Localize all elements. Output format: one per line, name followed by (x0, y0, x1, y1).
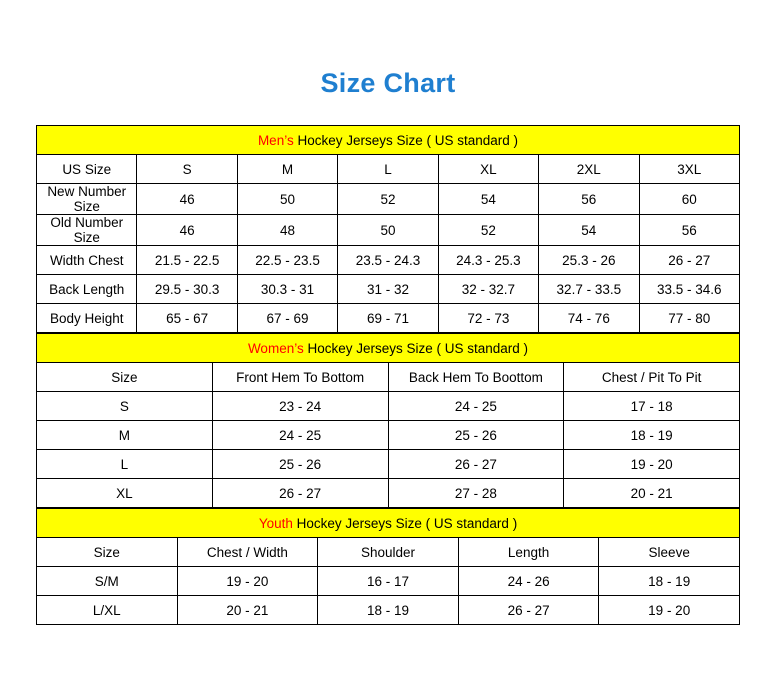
table-cell: 32 - 32.7 (438, 275, 538, 304)
column-header: Front Hem To Bottom (212, 363, 388, 392)
table-cell: 19 - 20 (564, 450, 740, 479)
womens-size-table (36, 333, 740, 508)
column-header: L (338, 155, 438, 184)
table-cell: 50 (338, 215, 438, 246)
mens-section-accent: Men’s (257, 132, 294, 148)
table-cell: 18 - 19 (564, 421, 740, 450)
table-cell: 72 - 73 (438, 304, 538, 333)
column-header: Chest / Width (177, 538, 318, 567)
table-cell: 24 - 25 (212, 421, 388, 450)
table-row (37, 184, 740, 215)
row-label: Back Length (37, 275, 137, 304)
table-cell: 65 - 67 (137, 304, 237, 333)
row-label: S (37, 392, 213, 421)
column-header: Size (37, 538, 178, 567)
table-cell: 26 - 27 (458, 596, 599, 625)
table-row (37, 304, 740, 333)
column-header: Sleeve (599, 538, 740, 567)
table-cell: 31 - 32 (338, 275, 438, 304)
row-label: Body Height (37, 304, 137, 333)
table-header-row (37, 538, 740, 567)
table-cell: 32.7 - 33.5 (539, 275, 639, 304)
youth-section-accent: Youth (258, 515, 293, 531)
column-header: M (237, 155, 337, 184)
mens-size-table (36, 125, 740, 333)
section-band-row (37, 334, 740, 363)
table-header-row (37, 363, 740, 392)
section-band-row (37, 126, 740, 155)
row-label: XL (37, 479, 213, 508)
womens-section-title (37, 334, 740, 363)
table-cell: 46 (137, 184, 237, 215)
row-label: Old Number Size (37, 215, 137, 246)
table-cell: 24 - 25 (388, 392, 564, 421)
table-row (37, 275, 740, 304)
youth-size-table (36, 508, 740, 625)
table-row (37, 421, 740, 450)
column-header: Size (37, 363, 213, 392)
table-cell: 24 - 26 (458, 567, 599, 596)
size-tables-container (36, 99, 740, 625)
table-cell: 48 (237, 215, 337, 246)
row-label: M (37, 421, 213, 450)
column-header: 2XL (539, 155, 639, 184)
table-cell: 21.5 - 22.5 (137, 246, 237, 275)
table-cell: 54 (539, 215, 639, 246)
column-header: 3XL (639, 155, 739, 184)
table-cell: 26 - 27 (388, 450, 564, 479)
table-cell: 33.5 - 34.6 (639, 275, 739, 304)
table-cell: 26 - 27 (212, 479, 388, 508)
table-cell: 24.3 - 25.3 (438, 246, 538, 275)
table-row (37, 450, 740, 479)
table-cell: 18 - 19 (318, 596, 459, 625)
mens-section-title (37, 126, 740, 155)
youth-section-title (37, 509, 740, 538)
table-cell: 25.3 - 26 (539, 246, 639, 275)
table-cell: 69 - 71 (338, 304, 438, 333)
table-cell: 25 - 26 (212, 450, 388, 479)
table-cell: 27 - 28 (388, 479, 564, 508)
table-cell: 29.5 - 30.3 (137, 275, 237, 304)
table-cell: 77 - 80 (639, 304, 739, 333)
table-cell: 22.5 - 23.5 (237, 246, 337, 275)
column-header: XL (438, 155, 538, 184)
row-label: L (37, 450, 213, 479)
mens-section-rest: Hockey Jerseys Size ( US standard ) (293, 132, 519, 148)
table-cell: 54 (438, 184, 538, 215)
table-row (37, 567, 740, 596)
column-header: Shoulder (318, 538, 459, 567)
table-cell: 23.5 - 24.3 (338, 246, 438, 275)
table-cell: 60 (639, 184, 739, 215)
table-header-row (37, 155, 740, 184)
table-cell: 67 - 69 (237, 304, 337, 333)
table-cell: 16 - 17 (318, 567, 459, 596)
table-cell: 74 - 76 (539, 304, 639, 333)
table-row (37, 246, 740, 275)
table-cell: 25 - 26 (388, 421, 564, 450)
row-label: Width Chest (37, 246, 137, 275)
table-row (37, 596, 740, 625)
table-cell: 26 - 27 (639, 246, 739, 275)
table-row (37, 215, 740, 246)
column-header: US Size (37, 155, 137, 184)
column-header: S (137, 155, 237, 184)
table-cell: 52 (338, 184, 438, 215)
row-label: L/XL (37, 596, 178, 625)
column-header: Chest / Pit To Pit (564, 363, 740, 392)
table-cell: 17 - 18 (564, 392, 740, 421)
table-row (37, 479, 740, 508)
table-cell: 18 - 19 (599, 567, 740, 596)
youth-section-rest: Hockey Jerseys Size ( US standard ) (292, 515, 518, 531)
table-cell: 50 (237, 184, 337, 215)
column-header: Back Hem To Boottom (388, 363, 564, 392)
table-cell: 46 (137, 215, 237, 246)
table-cell: 20 - 21 (177, 596, 318, 625)
womens-section-accent: Women’s (247, 340, 304, 356)
column-header: Length (458, 538, 599, 567)
section-band-row (37, 509, 740, 538)
row-label: S/M (37, 567, 178, 596)
table-cell: 56 (639, 215, 739, 246)
row-label: New Number Size (37, 184, 137, 215)
table-cell: 19 - 20 (599, 596, 740, 625)
table-cell: 30.3 - 31 (237, 275, 337, 304)
table-row (37, 392, 740, 421)
table-cell: 52 (438, 215, 538, 246)
table-cell: 20 - 21 (564, 479, 740, 508)
page-title: Size Chart (320, 68, 456, 98)
table-cell: 56 (539, 184, 639, 215)
table-cell: 19 - 20 (177, 567, 318, 596)
table-cell: 23 - 24 (212, 392, 388, 421)
womens-section-rest: Hockey Jerseys Size ( US standard ) (303, 340, 529, 356)
